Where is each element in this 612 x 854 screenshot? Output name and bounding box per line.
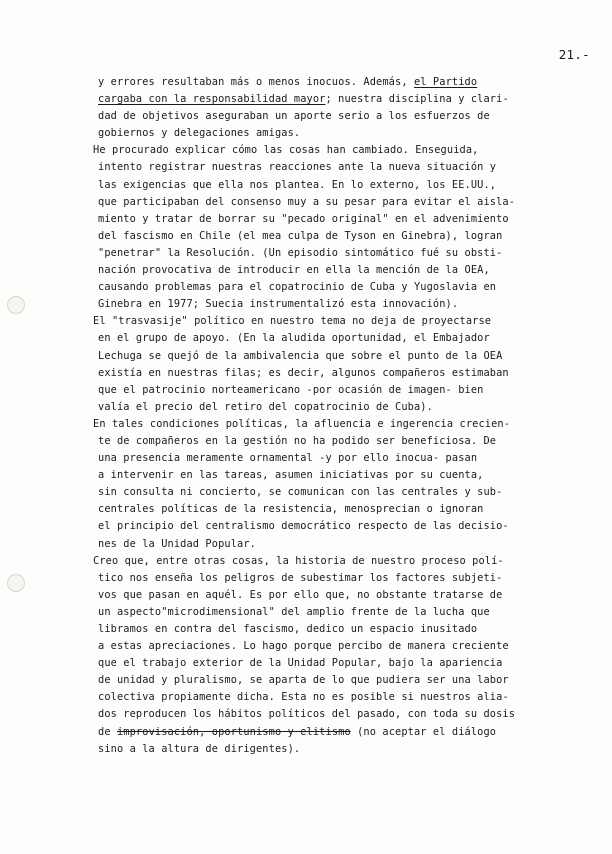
- text-line: [98, 587, 598, 604]
- text-line: [98, 741, 598, 758]
- text-line: [98, 279, 598, 296]
- typewritten-body-text: [93, 74, 598, 758]
- text-segment: Lechuga se quejó de la ambivalencia que sobre el punto de la OEA: [98, 349, 503, 362]
- text-segment: las exigencias que ella nos plantea. En lo externo, los EE.UU.,: [98, 178, 497, 191]
- text-line: [98, 570, 598, 587]
- page-number: 21.-: [558, 47, 590, 62]
- text-segment: en el grupo de apoyo. (En la aludida oportunidad, el Embajador: [98, 332, 490, 345]
- text-line: [98, 108, 598, 125]
- text-line: [98, 621, 598, 638]
- text-segment: el principio del centralismo democrático respecto de las decisio-: [98, 520, 509, 533]
- text-segment: miento y tratar de borrar su "pecado original" en el advenimiento: [98, 212, 509, 225]
- text-segment: (no aceptar el diálogo: [350, 725, 497, 738]
- text-segment: valía el precio del retiro del copatrocinio de Cuba).: [98, 400, 433, 413]
- text-line: [98, 724, 598, 741]
- text-segment: del fascismo en Chile (el mea culpa de Tyson en Ginebra), logran: [98, 229, 503, 242]
- text-segment: El "trasvasije" político en nuestro tema no deja de proyectarse: [93, 315, 492, 328]
- text-segment: y errores resultaban más o menos inocuos. Además,: [98, 76, 414, 88]
- text-segment: sin consulta ni concierto, se comunican con las centrales y sub-: [98, 486, 503, 499]
- underlined-text: cargaba con la responsabilidad mayor: [98, 93, 326, 106]
- text-line: [98, 484, 598, 501]
- text-line: [98, 228, 598, 245]
- text-segment: a intervenir en las tareas, asumen iniciativas por su cuenta,: [98, 469, 484, 482]
- text-line: [98, 296, 598, 313]
- text-segment: gobiernos y delegaciones amigas.: [98, 127, 301, 140]
- text-line: [98, 348, 598, 365]
- text-segment: Creo que, entre otras cosas, la historia de nuestro proceso polí-: [93, 554, 504, 567]
- text-line: [98, 604, 598, 621]
- text-segment: colectiva propiamente dicha. Esta no es posible si nuestros alia-: [98, 691, 509, 704]
- text-segment: vos que pasan en aquél. Es por ello que, no obstante tratarse de: [98, 588, 503, 601]
- text-line: [98, 501, 598, 518]
- text-line: [93, 313, 593, 330]
- text-segment: que el trabajo exterior de la Unidad Popular, bajo la apariencia: [98, 657, 503, 670]
- text-line: [98, 655, 598, 672]
- text-segment: He procurado explicar cómo las cosas han cambiado. Enseguida,: [93, 144, 479, 157]
- text-line: [93, 553, 593, 570]
- text-segment: un aspecto"microdimensional" del amplio frente de la lucha que: [98, 605, 490, 618]
- text-line: [98, 91, 598, 108]
- text-line: [98, 706, 598, 723]
- punch-hole: [7, 296, 25, 314]
- struck-through-text: improvisación, oportunismo y elitismo: [116, 725, 351, 738]
- text-segment: "penetrar" la Resolución. (Un episodio sintomático fué su obsti-: [98, 246, 503, 259]
- text-line: [98, 125, 598, 142]
- underlined-text: el Partido: [413, 76, 478, 88]
- text-segment: En tales condiciones políticas, la afluencia e ingerencia crecien-: [93, 417, 511, 430]
- text-line: [98, 672, 598, 689]
- text-line: [98, 450, 598, 467]
- text-line: [98, 159, 598, 176]
- text-line: [98, 177, 598, 194]
- text-line: [98, 518, 598, 535]
- text-segment: sino a la altura de dirigentes).: [98, 742, 301, 755]
- text-line: [93, 142, 593, 159]
- text-line: [98, 245, 598, 262]
- text-line: [98, 399, 598, 416]
- text-segment: que participaban del consenso muy a su pesar para evitar el aisla-: [98, 195, 516, 208]
- text-segment: tico nos enseña los peligros de subestimar los factores subjeti-: [98, 571, 503, 584]
- text-line: [98, 330, 598, 347]
- text-line: [98, 74, 598, 91]
- text-segment: ; nuestra disciplina y clari-: [325, 93, 509, 106]
- text-segment: de unidad y pluralismo, se aparta de lo que pudiera ser una labor: [98, 674, 509, 687]
- text-segment: libramos en contra del fascismo, dedico un espacio inusitado: [98, 623, 478, 635]
- text-segment: nes de la Unidad Popular.: [98, 537, 256, 550]
- text-segment: una presencia meramente ornamental -y por ello inocua- pasan: [98, 452, 478, 465]
- text-line: [98, 536, 598, 553]
- text-line: [93, 416, 593, 433]
- text-segment: te de compañeros en la gestión no ha podido ser beneficiosa. De: [98, 434, 497, 447]
- text-segment: que el patrocinio norteamericano -por ocasión de imagen- bien: [98, 383, 484, 396]
- text-segment: a estas apreciaciones. Lo hago porque percibo de manera creciente: [98, 640, 509, 653]
- text-segment: dad de objetivos aseguraban un aporte serio a los esfuerzos de: [98, 110, 490, 123]
- text-line: [98, 262, 598, 279]
- text-line: [98, 194, 598, 211]
- text-line: [98, 638, 598, 655]
- text-segment: nación provocativa de introducir en ella la mención de la OEA,: [98, 264, 490, 277]
- text-segment: dos reproducen los hábitos políticos del pasado, con toda su dosis: [98, 708, 516, 721]
- text-segment: causando problemas para el copatrocinio de Cuba y Yugoslavia en: [98, 281, 497, 294]
- text-line: [98, 365, 598, 382]
- text-line: [98, 382, 598, 399]
- text-segment: existía en nuestras filas; es decir, algunos compañeros estimaban: [98, 366, 509, 379]
- text-segment: de: [98, 725, 117, 738]
- text-line: [98, 467, 598, 484]
- text-segment: intento registrar nuestras reacciones ante la nueva situación y: [98, 161, 497, 174]
- text-line: [98, 433, 598, 450]
- text-line: [98, 689, 598, 706]
- text-segment: Ginebra en 1977; Suecia instrumentalizó esta innovación).: [98, 298, 459, 311]
- text-line: [98, 211, 598, 228]
- text-segment: centrales políticas de la resistencia, menosprecian o ignoran: [98, 503, 484, 516]
- punch-hole: [7, 574, 25, 592]
